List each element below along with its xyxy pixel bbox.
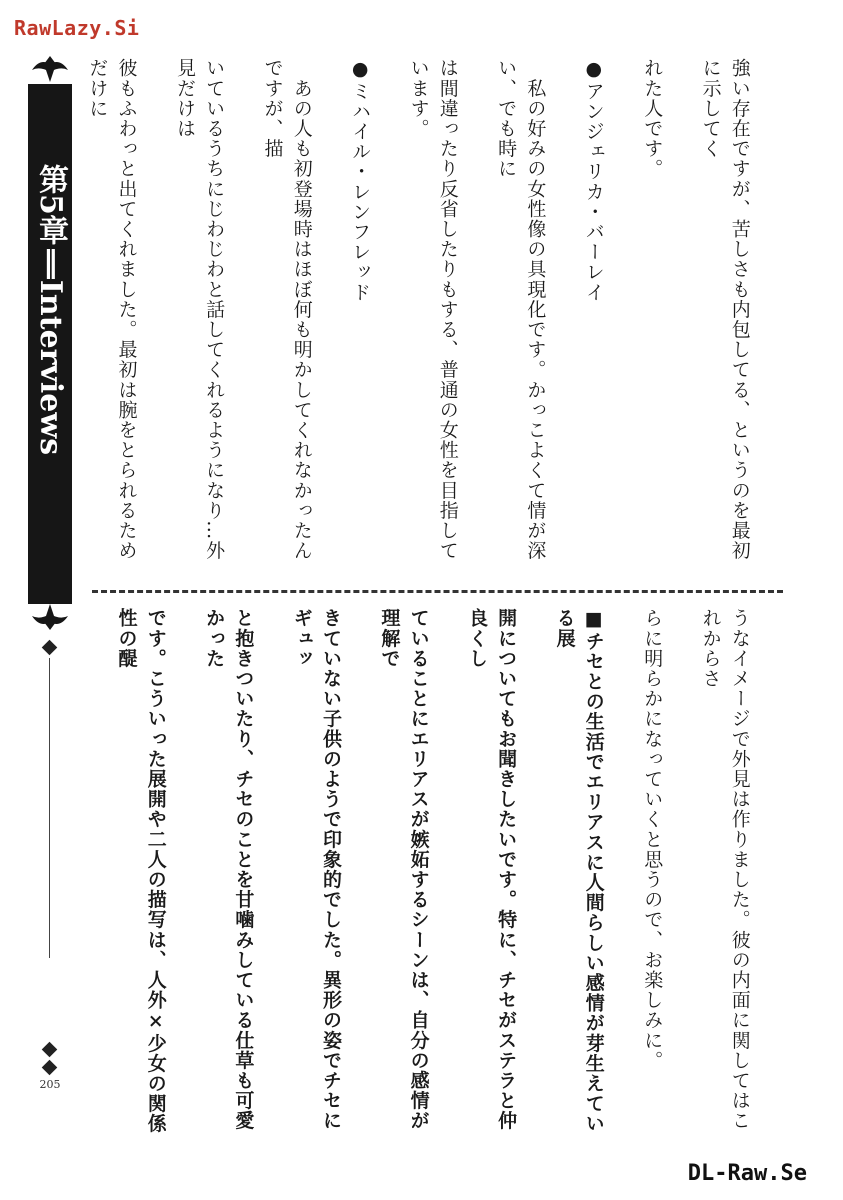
text-line: 私の好みの女性像の具現化です。かっこよくて情が深い、でも時に	[495, 58, 547, 561]
question-line: ■チセとの生活でエリアスに人間らしい感情が芽生えている展	[553, 608, 605, 1134]
question-line: ていることにエリアスが嫉妬するシーンは、自分の感情が理解で	[378, 608, 430, 1131]
sidebar-rule	[49, 658, 50, 958]
chapter-title: 第5章‖Interviews	[33, 164, 68, 456]
text-line: らに明らかになっていくと思うので、お楽しみに。	[641, 608, 664, 1071]
question-line: きていない子供のようで印象的でした。異形の姿でチセにギュッ	[290, 608, 342, 1131]
diamond-icon	[42, 640, 58, 656]
text-line: ●ミハイル・レンフレッド	[349, 58, 372, 303]
question-line: と抱きついたり、チセのことを甘噛みしている仕草も可愛かった	[203, 608, 255, 1131]
body-text-top	[83, 58, 783, 578]
question-line: です。こういった展開や二人の描写は、人外×少女の関係性の醍	[115, 608, 167, 1134]
text-line: れた人です。	[641, 58, 664, 179]
section-divider	[92, 590, 783, 593]
watermark-top: RawLazy.Si	[14, 16, 140, 40]
text-line: は間違ったり反省したりもする、普通の女性を目指しています。	[407, 58, 459, 561]
ornament-bottom-icon	[26, 602, 74, 632]
ornament-top-icon	[26, 54, 74, 84]
watermark-bottom: DL-Raw.Se	[687, 1161, 807, 1186]
diamond-icon	[42, 1060, 58, 1076]
text-line: 彼もふわっと出てくれました。最初は腕をとられるためだけに	[86, 58, 138, 561]
text-line: 強い存在ですが、苦しさも内包してる、というのを最初に示してく	[699, 58, 751, 561]
text-line: あの人も初登場時はほぼ何も明かしてくれなかったんですが、描	[261, 58, 313, 561]
question-line: 開についてもお聞きしたいです。特に、チセがステラと仲良くし	[465, 608, 518, 1131]
diamond-icon	[42, 1042, 58, 1058]
body-text-bottom	[83, 608, 783, 1148]
text-line: うなイメージで外見は作りました。彼の内面に関してはこれからさ	[699, 608, 751, 1131]
text-line: ●アンジェリカ・バーレイ	[582, 58, 605, 303]
page-number: 205	[39, 1078, 61, 1091]
chapter-sidebar	[26, 54, 74, 1144]
text-line: いているうちにじわじわと話してくれるようになり…外見だけは	[173, 58, 226, 561]
